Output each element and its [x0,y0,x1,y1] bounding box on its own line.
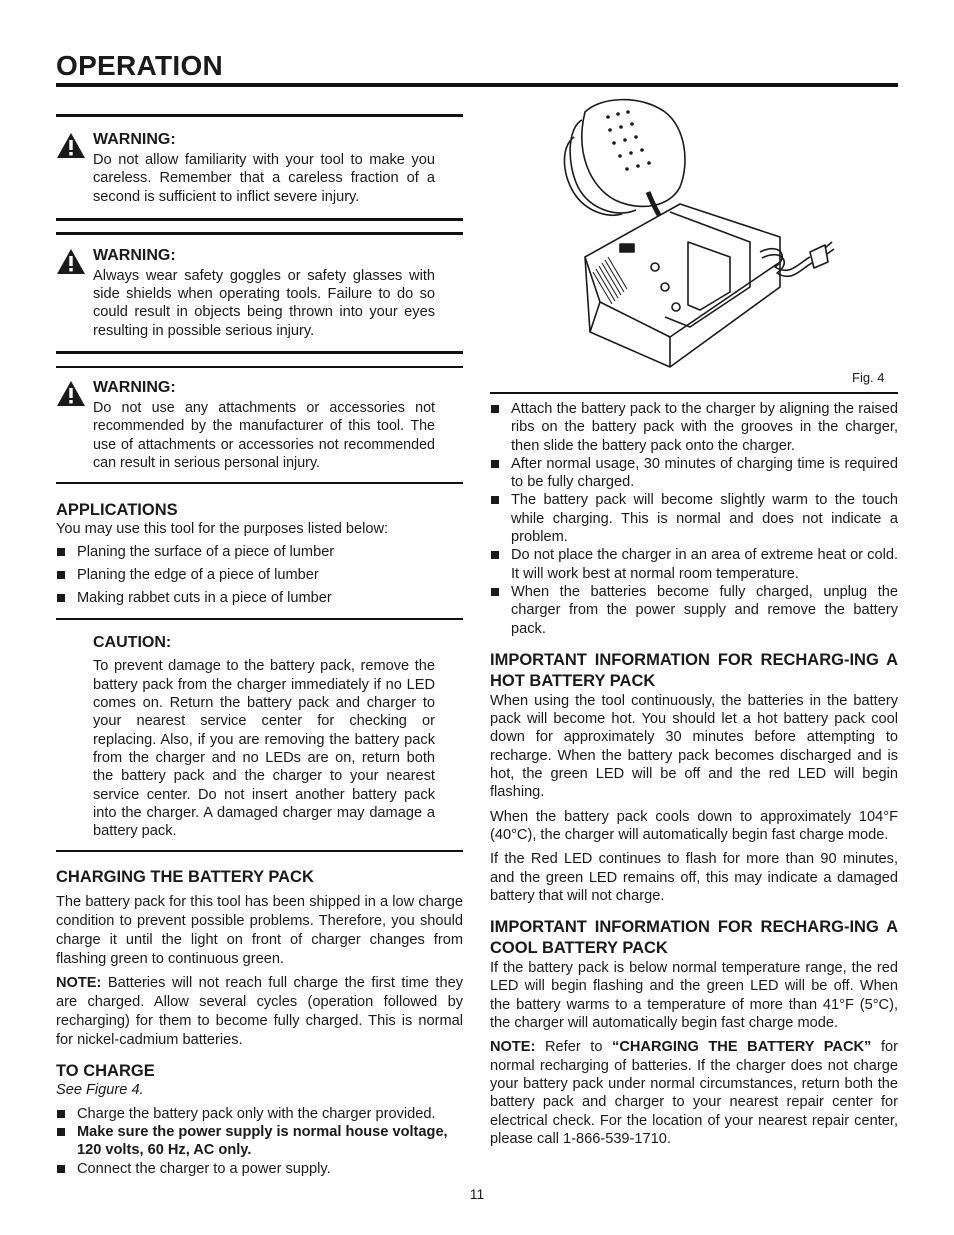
cool-pack-heading: IMPORTANT INFORMATION FOR RECHARG-ING A COOL BATTERY PACK [490,918,898,958]
hot-pack-heading: IMPORTANT INFORMATION FOR RECHARG-ING A HOT BATTERY PACK [490,650,898,690]
figure-caption: Fig. 4 [852,370,885,385]
warning-triangle-icon [56,380,86,407]
warning-heading: WARNING: [93,131,176,148]
warning-text: Always wear safety goggles or safety glasses with side shields when operating tools. Failure to do so could result in objects being thrown into your eyes resulting in possible serious injury. [93,267,435,339]
list-item: After normal usage, 30 minutes of charging time is required to be fully charged. [490,455,898,492]
list-item: Connect the charger to a power supply. [56,1160,463,1178]
applications-list [56,543,463,608]
title-rule [56,83,898,87]
warning-text: Do not use any attachments or accessories not recommended by the manufacturer of this tool. The use of attachments or accessories not recommended can result in serious personal injury. [93,400,435,471]
caution-block [56,633,463,840]
to-charge-heading: TO CHARGE [56,1062,155,1081]
caution-text: To prevent damage to the battery pack, remove the battery pack from the charger immediately if no LED comes on. Return the battery pack and charger to your nearest service center for checking or replacing. Also, if you are removing the battery pack from the charger and no LEDs are on, return both the battery pack and the charger to your nearest service center. Do not insert another battery pack into the charger. A damaged charger may damage a battery pack. [93,658,435,840]
left-column [56,114,463,1178]
warning-heading: WARNING: [93,379,176,397]
list-item: Charge the battery pack only with the charger provided. [56,1105,463,1123]
warning-block-2 [56,246,463,340]
list-item: Planing the edge of a piece of lumber [56,566,463,584]
note-text: Refer to [535,1039,613,1056]
caution-heading: CAUTION: [93,634,172,652]
warning-top-rule [56,114,463,117]
note-label: NOTE: [490,1039,536,1056]
hot-pack-paragraph: When using the tool continuously, the batteries in the battery pack will become hot. You should let a hot battery pack cool down for approximately 30 minutes before attempting to recharge. When the battery pack becomes discharged and is hot, the green LED will be off and the red LED will begin flashing. [490,692,898,801]
list-item: The battery pack will become slightly warm to the touch while charging. This is normal and does not indicate a problem. [490,491,898,546]
note-text: Batteries will not reach full charge the first time they are charged. Allow several cycles (operation followed by recharging) for them to become fully charged. This is normal for nickel-cadmium batteries. [56,975,463,1049]
figure-4-illustration [490,92,898,392]
charging-paragraph: The battery pack for this tool has been shipped in a low charge condition to prevent possible problems. Therefore, you should charge it until the light on front of charger changes from flashing green to continuous green. [56,894,463,968]
caution-bottom-rule [56,850,463,852]
list-item: Making rabbet cuts in a piece of lumber [56,589,463,607]
right-column [490,400,898,1148]
warning-top-rule [56,232,463,235]
applications-intro: You may use this tool for the purposes listed below: [56,521,389,538]
note-label: NOTE: [56,975,102,992]
warning-block-1 [56,130,463,206]
page-number: 11 [469,1186,485,1202]
warning-bottom-rule [56,351,463,354]
applications-heading: APPLICATIONS [56,501,178,520]
warning-bottom-rule [56,218,463,221]
page-title: OPERATION [56,50,224,81]
list-item: Attach the battery pack to the charger by aligning the raised ribs on the battery pack with the grooves in the charger, then slide the battery pack onto the charger. [490,400,898,455]
charging-note [56,974,463,1050]
figure-rule [490,392,898,394]
warning-triangle-icon [56,248,86,275]
warning-text: Do not allow familiarity with your tool to make you careless. Remember that a careless fraction of a second is sufficient to inflict severe injury. [93,152,435,205]
cool-pack-note [490,1038,898,1148]
warning-triangle-icon [56,132,86,159]
warning-top-rule [56,366,463,368]
caution-top-rule [56,618,463,620]
charging-heading: CHARGING THE BATTERY PACK [56,868,314,887]
battery-charger-drawing [490,92,898,392]
note-text: for normal recharging of batteries. If the charger does not charge your battery pack under normal circumstances, return both the battery pack and charger to your nearest repair center for electrical check. For the location of your nearest repair center, please call 1-866-539-1710. [490,1039,898,1147]
warning-block-3 [56,378,463,472]
charging-steps-list [490,400,898,638]
hot-pack-paragraph: When the battery pack cools down to approximately 104°F (40°C), the charger will automatically begin fast charge mode. [490,808,898,843]
warning-bottom-rule [56,482,463,484]
to-charge-list [56,1105,463,1178]
see-figure-ref: See Figure 4. [56,1082,144,1099]
note-reference: “CHARGING THE BATTERY PACK” [612,1039,872,1056]
hot-pack-paragraph: If the Red LED continues to flash for more than 90 minutes, and the green LED remains off, this may indicate a damaged battery that will not charge. [490,851,898,904]
warning-heading: WARNING: [93,246,176,264]
list-item: Planing the surface of a piece of lumber [56,543,463,561]
list-item: When the batteries become fully charged, unplug the charger from the power supply and remove the battery pack. [490,583,898,638]
list-item: Make sure the power supply is normal house voltage, 120 volts, 60 Hz, AC only. [56,1123,463,1160]
list-item: Do not place the charger in an area of extreme heat or cold. It will work best at normal room temperature. [490,546,898,583]
cool-pack-paragraph: If the battery pack is below normal temperature range, the red LED will begin flashing and the green LED will be off. When the battery warms to a temperature of more than 41°F (5°C), the charger will automatically begin fast charge mode. [490,960,898,1032]
